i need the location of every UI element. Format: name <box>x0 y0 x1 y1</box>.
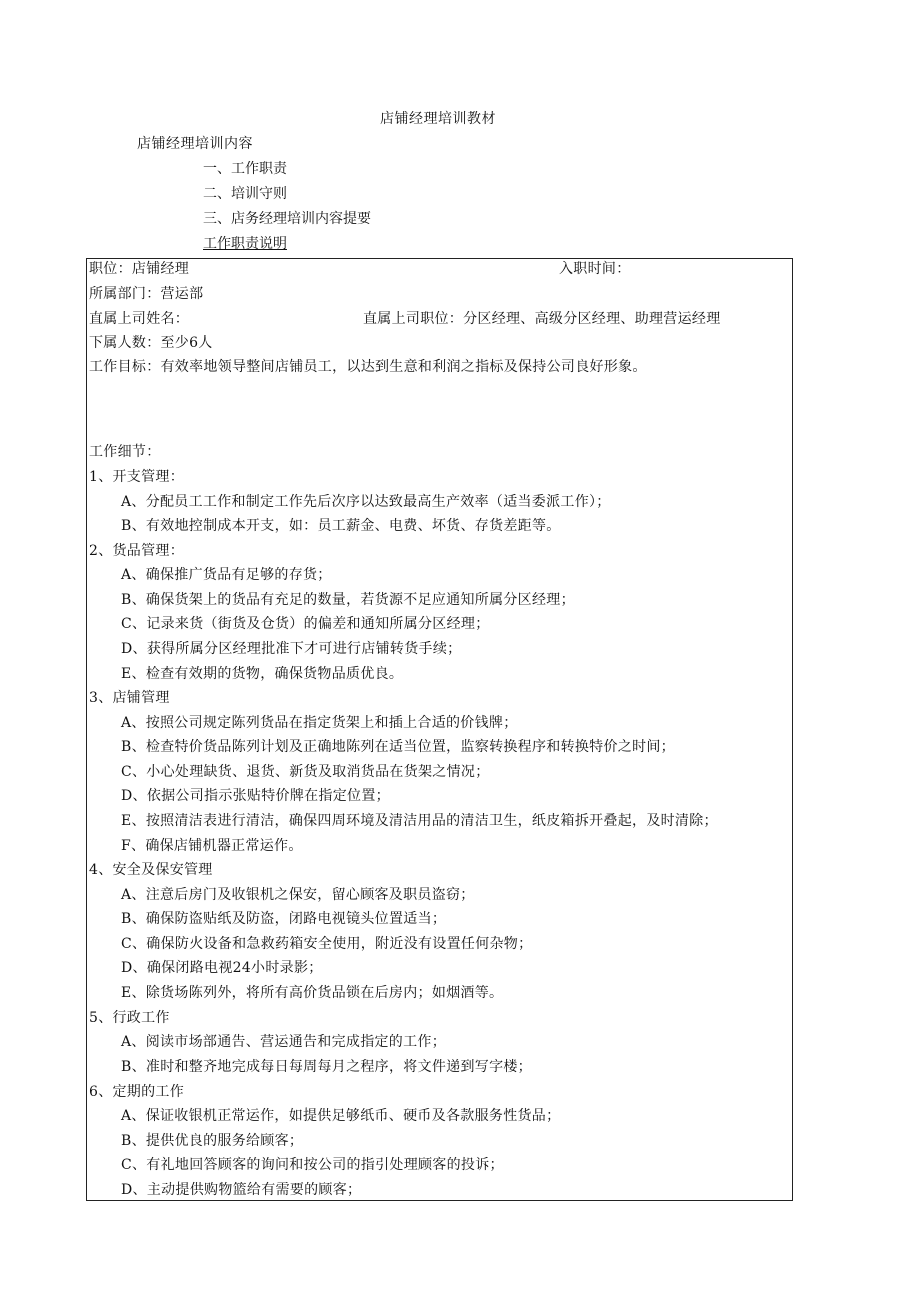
outline-heading: 店铺经理培训内容 <box>137 136 253 152</box>
department-field: 所属部门：营运部 <box>89 286 204 302</box>
entry-date-field: 入职时间： <box>559 261 631 277</box>
section-title: 5、行政工作 <box>89 1010 170 1026</box>
job-description-heading: 工作职责说明 <box>203 236 287 252</box>
list-item: D、依据公司指示张贴特价牌在指定位置； <box>121 788 390 804</box>
list-item: D、获得所属分区经理批准下才可进行店铺转货手续； <box>121 641 462 657</box>
list-item: B、检查特价货品陈列计划及正确地陈列在适当位置，监察转换程序和转换特价之时间； <box>121 739 675 755</box>
position-field: 职位：店铺经理 <box>89 261 190 277</box>
supervisor-name-field: 直属上司姓名： <box>89 311 190 327</box>
section-title: 2、货品管理： <box>89 543 185 559</box>
document-title: 店铺经理培训教材 <box>380 111 496 127</box>
list-item: E、按照清洁表进行清洁，确保四周环境及清洁用品的清洁卫生，纸皮箱拆开叠起，及时清除； <box>121 813 718 829</box>
subordinates-field: 下属人数：至少6人 <box>89 335 213 351</box>
list-item: C、确保防火设备和急救药箱安全使用，附近没有设置任何杂物； <box>121 936 533 952</box>
outline-item: 三、店务经理培训内容提要 <box>203 211 371 227</box>
list-item: B、准时和整齐地完成每日每周每月之程序，将文件递到写字楼； <box>121 1059 532 1075</box>
list-item: F、确保店铺机器正常运作。 <box>121 838 303 854</box>
job-description-box <box>86 258 793 1201</box>
list-item: D、确保闭路电视24小时录影； <box>121 960 323 976</box>
section-title: 1、开支管理： <box>89 469 185 485</box>
list-item: B、确保防盗贴纸及防盗，闭路电视镜头位置适当； <box>121 911 447 927</box>
work-goal: 工作目标：有效率地领导整间店铺员工，以达到生意和利润之指标及保持公司良好形象。 <box>89 359 647 375</box>
list-item: D、主动提供购物篮给有需要的顾客； <box>121 1182 362 1198</box>
list-item: A、保证收银机正常运作，如提供足够纸币、硬币及各款服务性货品； <box>121 1108 561 1124</box>
list-item: B、确保货架上的货品有充足的数量，若货源不足应通知所属分区经理； <box>121 592 575 608</box>
outline-item: 二、培训守则 <box>203 186 287 202</box>
list-item: E、除货场陈列外，将所有高价货品锁在后房内；如烟酒等。 <box>121 985 504 1001</box>
list-item: C、记录来货（街货及仓货）的偏差和通知所属分区经理； <box>121 616 490 632</box>
list-item: B、提供优良的服务给顾客； <box>121 1133 304 1149</box>
list-item: A、分配员工工作和制定工作先后次序以达致最高生产效率（适当委派工作）； <box>121 494 611 510</box>
list-item: A、注意后房门及收银机之保安，留心顾客及职员盗窃； <box>121 887 475 903</box>
outline-item: 一、工作职责 <box>203 161 287 177</box>
section-title: 3、店铺管理 <box>89 690 170 706</box>
list-item: C、小心处理缺货、退货、新货及取消货品在货架之情况； <box>121 764 490 780</box>
list-item: A、按照公司规定陈列货品在指定货架上和插上合适的价钱牌； <box>121 715 518 731</box>
work-details-label: 工作细节： <box>89 444 161 460</box>
section-title: 6、定期的工作 <box>89 1084 185 1100</box>
section-title: 4、安全及保安管理 <box>89 862 213 878</box>
list-item: A、确保推广货品有足够的存货； <box>121 567 332 583</box>
list-item: C、有礼地回答顾客的询问和按公司的指引处理顾客的投诉； <box>121 1157 504 1173</box>
list-item: E、检查有效期的货物，确保货物品质优良。 <box>121 666 404 682</box>
list-item: A、阅读市场部通告、营运通告和完成指定的工作； <box>121 1034 447 1050</box>
supervisor-position-field: 直属上司职位：分区经理、高级分区经理、助理营运经理 <box>363 311 721 327</box>
list-item: B、有效地控制成本开支，如：员工薪金、电费、坏货、存货差距等。 <box>121 518 561 534</box>
